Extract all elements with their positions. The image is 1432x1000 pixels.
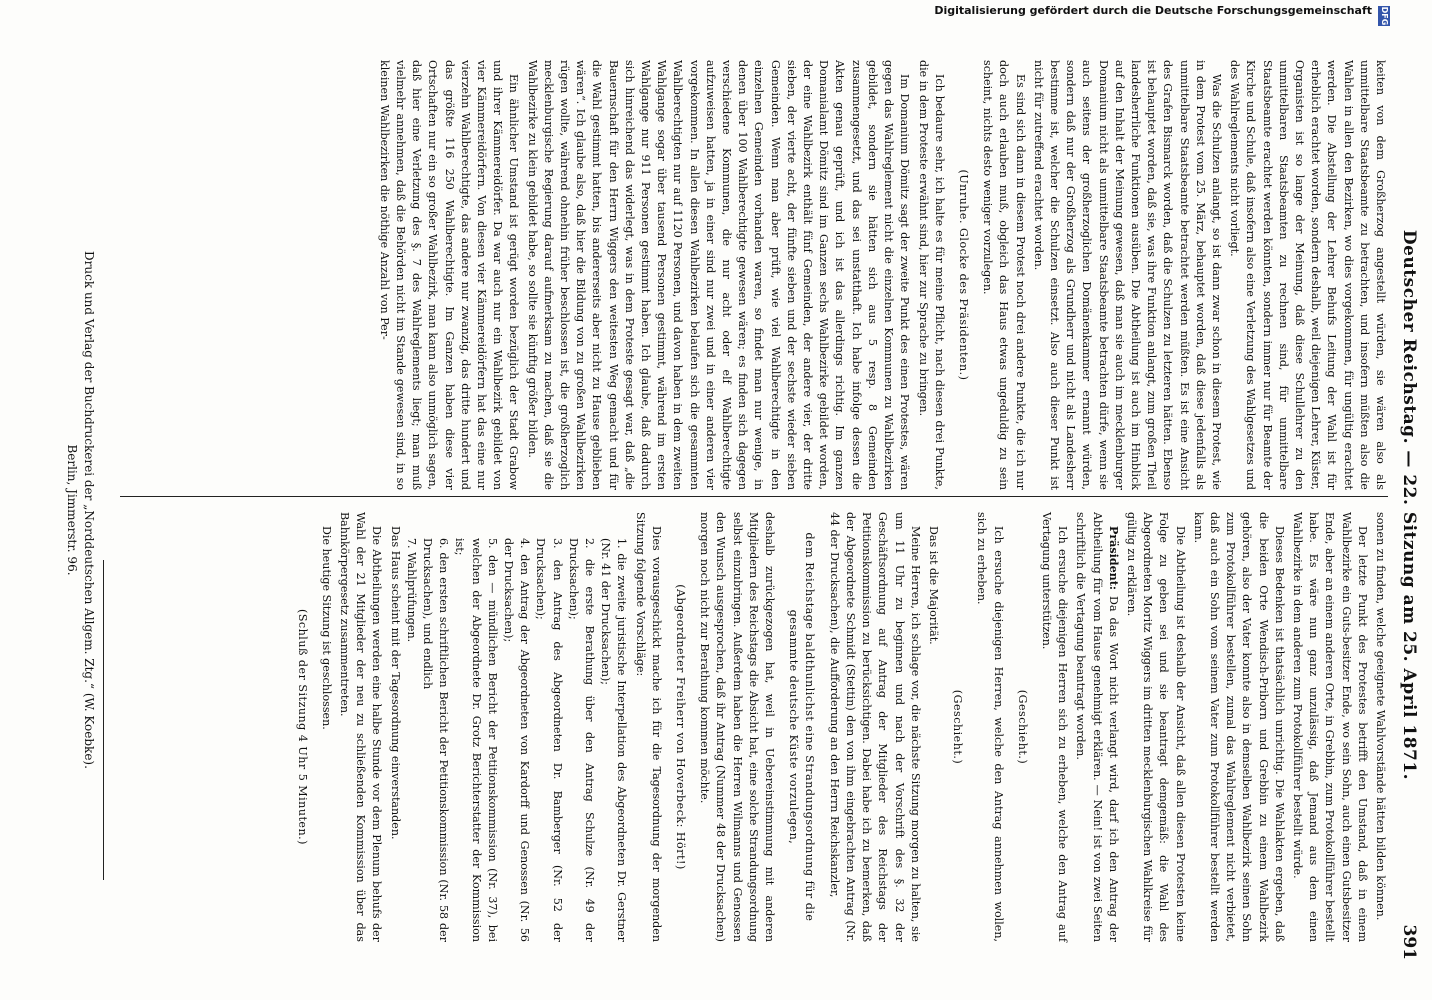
page-header xyxy=(1394,50,1424,960)
paragraph: Dieses Bedenken ist thatsächlich unrichtig. Die Wahlakten ergeben, daß die beiden Orte Wendisch-Priborn und Grebbin zu einem Wahlbezirk gehören, also der Vater konnte also in demselben Wahlbezirk seinen Sohn zum Protokollführer bestellen, zumal das Wahlreglement nicht verbietet, daß auch ein Sohn vom seinem Vater zum Protokollführer bestellt werden kann. xyxy=(1191,512,1286,942)
stage-direction: (Geschieht.) xyxy=(1015,689,1029,765)
imprint xyxy=(63,60,97,960)
left-column xyxy=(374,60,1388,490)
paragraph: Das Haus scheint mit der Tagesordnung einverstanden. xyxy=(388,526,402,840)
paragraph: Ein ähnlicher Umstand ist gerügt worden bezüglich der Stadt Grabow und ihrer Kämmereidörfer. Da war auch nur ein Wahlbezirk gebildet von vier Kämmereidörfern. Von diesen vier Kämmereidörfern hat das eine nur vierzehn Wahlberechtigte, das andere nur zwanzig, das dritte hundert und das größte 116 250 Wahlberechtigte. Im Ganzen haben diese vier Ortschaften nur ein so großer Wahlbezirk, man kann also unmöglich sagen, daß hier eine Verletzung des §. 7 des Wahlreglements liegt; man muß vielmehr annehmen, daß die Behörden nicht im Stande gewesen sind, in so kleinen Wahlbezirken die nöthige Anzahl von Per- xyxy=(377,60,521,490)
speaker-label: Präsident: xyxy=(1106,526,1120,590)
agenda-list xyxy=(403,512,630,942)
paragraph: Der letzte Punkt des Protestes betrifft den Umstand, daß in einem Wahlbezirke ein Guts-besitzer Ende, wo sein Sohn, auch einen Gutsbesitzer Ende, aber an einem anderen Orte, in Grebbin, zum Protokollführer bestellt habe. Es wäre nun ganz unzulässig, daß Jemand aus dem einen Wahlbezirke in dem anderen zum Protokollführer bestellt würde. xyxy=(1290,512,1369,942)
paragraph: Was die Schulzen anlangt, so ist dann zwar schon in diesem Protest, wie in dem Protest vom 25. März, behauptet worden, daß diese jedenfalls als unmittelbare Staatsbeamte betrachtet werden müßten. Es ist eine Ansicht des Grafen Bismarck worden, daß die Schulzen zu letzteren hätten. Ebenso ist behauptet worden, daß sie, was ihre Funktion anlangt, zum großen Theil landesherrliche Funktionen ausüben. Die Abtheilung ist auch im Hinblick auf den Inhalt der Meinung gewesen, daß man sie auch im mecklenburger Domanium nicht als unmittelbare Staatsbeamte betrachten dürfe, wenn sie auch seitens der großherzoglichen Domänenkammer ernannt würden, sondern daß nur der Großherzog als Grundherr und nicht als Landesherr bestimme ist, welcher die Schulzen einsetzt. Also auch dieser Punkt ist nicht für zutreffend erachtet worden. xyxy=(1031,60,1223,490)
paragraph: Die Abtheilungen werden eine halbe Stunde vor dem Plenum behufs der Wahl der 21 Mitglieder der neu zu schließenden Kommission über das Bahnkörpergesetz zusammentreten. xyxy=(338,512,384,942)
paragraph: Das ist die Majorität. xyxy=(926,526,940,645)
paragraph: Ich bedaure sehr, ich halte es für meine Pflicht, nach diesen drei Punkte, die in dem Proteste erwähnt sind, hier zur Sprache zu bringen. xyxy=(916,60,946,490)
paragraph: Dies vorausgeschickt mache ich für die Tagesordnung der morgenden Sitzung folgende Vorschläge: xyxy=(633,512,663,942)
imprint-line: Berlin, Jimmerstr. 96. xyxy=(65,444,79,576)
paragraph: Die Abtheilung ist deshalb der Ansicht, daß allen diesen Protesten keine Folge zu geben sei und sie beantragt demgemäß: die Wahl des Abgeordneten Moritz Wiggers im dritten mecklenburgischen Wahlkreise für gültig zu erklären. xyxy=(1124,512,1187,942)
paragraph: Es sind sich dann in diesem Protest noch drei andere Punkte, die ich nur doch auch erlauben muß, obgleich das Haus etwas ungeduldig zu sein scheint, nichts desto weniger vorzulegen. xyxy=(981,60,1027,490)
agenda-item: 4. den Antrag der Abgeordneten von Kardorff und Genossen (Nr. 56 der Drucksachen); xyxy=(502,538,532,942)
column-divider xyxy=(120,496,1388,497)
paragraph: Meine Herren, ich schlage vor, die nächste Sitzung morgen zu halten, sie um 11 Uhr zu beginnen und nach der Vorschrift des §. 32 der Geschäftsordnung auf Antrag der Mitglieder des Reichstags der Petitionskommission zu berücksichtigen. Dabei habe ich zu bemerken, daß der Abgeordnete Schmidt (Stettin) den von ihm eingebrachten Antrag (Nr. 44 der Drucksachen), die Aufforderung an den Herrn Reichskanzler, xyxy=(827,512,922,942)
speaker-text: Da das Wort nicht verlangt wird, darf ich den Antrag der Abtheilung für vom Hause genehmigt erklären. — Nein! ist von zwei Seiten schriftlich die Vertagung beantragt worden. xyxy=(1074,512,1120,943)
paragraph: Im Domanium Dömitz sagt der zweite Punkt des einen Protestes, wären gegen das Wahlreglement nicht die einzelnen Kommunen zu Wahlbezirken gebildet, sondern sie hätten sich aus 5 resp. 8 Gemeinden zusammengesetzt, und das sei unstatthaft. Ich habe infolge dessen die Akten genau geprüft, und ich ist das allerdings richtig. Im ganzen Domanialamt Dömitz sind im Ganzen sechs Wahlbezirke gebildet worden, der eine Wahlbezirk enthält fünf Gemeinden, der andere vier, der dritte sieben, der vierte acht, der fünfte sieben und der sechste wieder sieben Gemeinden. Wenn man aber prüft, wie viel Wahlberechtigte in den einzelnen Gemeinden vorhanden waren, so findet man nur wenige, in denen über 100 Wahlberechtigte gewesen wären; es finden sich dagegen verschiedene Kommunen, die nur acht oder elf Wahlberechtigte aufzuweisen hatten, ja in einer sind nur zwei und in einer anderen vier vorgekommen. In allen diesen Wahlbezirken belaufen sich die gesammten Wahlberechtigten nur auf 1120 Personen, und davon haben in dem zweiten Wahlgange sogar über tausend Personen gestimmt, während im ersten Wahlgange nur 911 Personen gestimmt haben. Ich glaube, daß dadurch sich hinreichend das widerlegt, was in dem Proteste gesagt war, daß „die Bauernschaft für den Herrn Wiggers den weitesten Weg gemacht und für die Wahl gestimmt hatten, bis andererseits aber nicht zu Hause geblieben wären“. Ich glaube also, daß hier die Bildung von zu großen Wahlbezirken rügen wollte, während ohnehin früher beschlossen ist, die großherzoglich mecklenburgische Regierung darauf aufmerksam zu machen, daß sie die Wahlbezirke zu klein gebildet habe, so sollte sie künftig größer bilden. xyxy=(525,60,912,490)
agenda-item: 6. den ersten schriftlichen Bericht der Petitionskommission (Nr. 58 der Drucksachen), und endlich xyxy=(421,538,451,942)
stage-direction: (Abgeordneter Freiherr von Hoverbeck: Hört!) xyxy=(674,584,688,870)
page-number: 391 xyxy=(1399,924,1419,960)
session-close: (Schluß der Sitzung 4 Uhr 5 Minuten.) xyxy=(295,609,309,845)
paragraph: deshalb zurückgezogen hat, weil in Uebereinstimmung mit anderen Mitgliedern des Reichstags die Absicht hat, eine solche Strandungsordnung selbst einzubringen. Außerdem haben die Herren Wilmanns und Genossen den Wunsch ausgesprochen, daß ihr Antrag (Nummer 48 der Drucksachen) morgen noch nicht zur Berathung kommen möchte. xyxy=(698,512,777,942)
stage-direction: (Unruhe. Glocke des Präsidenten.) xyxy=(956,169,970,381)
paragraph: Ich ersuche diejenigen Herren sich zu erheben, welche den Antrag auf Vertagung unterstützen. xyxy=(1039,512,1070,942)
paragraph: keiten von dem Großherzog angestellt würden, sie wären also als unmittelbare Staatsbeamte zu betrachten, und insofern müßten also die Wahlen in allen den Bezirken, wo dies vorgekommen, für ungültig erachtet werden. Die Abstellung der Lehrer Behufs Leitung der Wahl ist für erheblich erachtet worden, sondern deshalb, weil diejenigen Lehrer, Küster, Organisten ist so lange der Meinung, daß diese Schullehrer zu den unmittelbaren Staatsbeamten zu rechnen sind, für unmittelbare Staatsbeamte erachtet werden könnten, sondern immer nur für Beamte der Kirche und Schule, daß insofern also eine Verletzung des Wahlgesetzes und des Wahlreglements nicht vorliegt. xyxy=(1228,60,1387,490)
imprint-line: Druck und Verlag der Buchdruckerei der „Norddeutschen Allgem. Ztg.“ (W. Koebke). xyxy=(82,251,96,769)
paragraph xyxy=(1072,512,1121,942)
agenda-item: 1. die zweite juristische Interpellation des Abgeordneten Dr. Gerstner (Nr. 41 der Drucksachen); xyxy=(599,538,629,942)
sidebar-strip xyxy=(42,4,1392,26)
paragraph: Ich ersuche diejenigen Herren, welche den Antrag annehmen wollen, sich zu erheben. xyxy=(975,512,1005,942)
agenda-item: 5. den — mündlichen Bericht der Petitionskommission (Nr. 37), bei welchen der Abgeordnete Dr. Grotz Berichterstatter der Kommission ist; xyxy=(453,538,499,942)
digitization-credit: Digitalisierung gefördert durch die Deutsche Forschungsgemeinschaft xyxy=(934,4,1372,17)
agenda-item: 7. Wahlprüfungen. xyxy=(404,538,418,643)
quoted-motion: dem Reichstage baldthunlichst eine Strandungsordnung für die gesammte deutsche Küste vorzulegen, xyxy=(787,532,817,922)
stage-direction: (Geschieht.) xyxy=(951,689,965,765)
footer-rule xyxy=(103,560,104,880)
paragraph: sonen zu finden, welche geeignete Wahlvorstände hätten bilden können. xyxy=(1374,512,1387,921)
agenda-item: 2. die erste Berathung über den Antrag Schulze (Nr. 49 der Drucksachen); xyxy=(566,538,597,942)
dfg-logo: DFG xyxy=(1380,6,1389,26)
page-title: Deutscher Reichstag. — 22. Sitzung am 25. April 1871. xyxy=(1399,229,1419,781)
paragraph: Die heutige Sitzung ist geschlossen. xyxy=(319,526,333,730)
agenda-item: 3. den Antrag des Abgeordneten Dr. Bamberger (Nr. 52 der Drucksachen); xyxy=(534,538,564,942)
right-column xyxy=(285,512,1388,942)
